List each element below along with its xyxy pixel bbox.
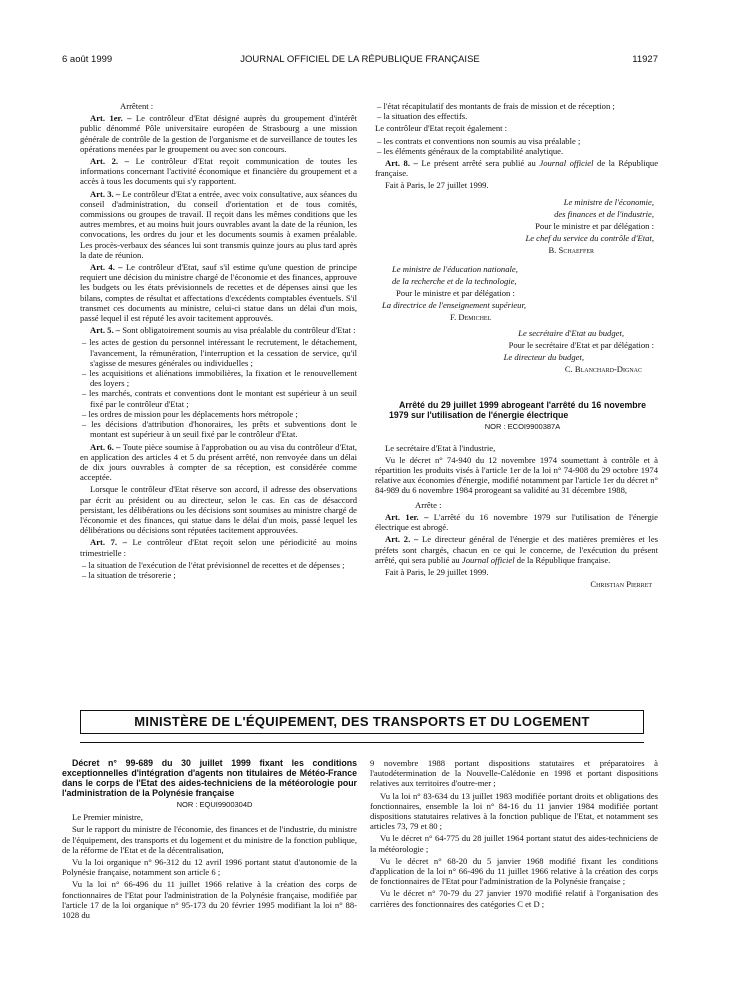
paragraph: Sur le rapport du ministre de l'économie, des finances et de l'industrie, du ministre de l'équipement, des transports et du logement et du ministre de la fonction publique, de la réforme de l'Etat et de la décentralisation, (62, 824, 357, 855)
fait-a-paris: Fait à Paris, le 27 juillet 1999. (385, 180, 489, 191)
article-1: Art. 1er. – Le contrôleur d'Etat désigné auprès du groupement d'intérêt public dénommé Pôle universitaire européen de Strasbourg a une mission générale de contrôle de la gestion de l'organisme et de surveillance de toutes les opérations menées par le groupement ou avec son concours. (80, 113, 357, 154)
decree-title: Arrêté du 29 juillet 1999 abrogeant l'arrêté du 16 novembre 1979 sur l'utilisation de l'énergie électrique (389, 400, 646, 421)
list-item: – les ordres de mission pour les déplacements hors métropole ; (80, 409, 357, 419)
list-item: – les acquisitions et aliénations immobilières, la fixation et le renouvellement des loyers ; (80, 368, 357, 388)
nor-code: NOR : EQUI9900304D (176, 800, 253, 809)
list-item: – la situation de l'exécution de l'état prévisionnel de recettes et de dépenses ; (80, 560, 357, 570)
signatory-name: C. Blanchard-Dignac (564, 364, 642, 375)
article-3: Art. 3. – Le contrôleur d'Etat a entrée, avec voix consultative, aux séances du conseil d'administration, du conseil d'orientation et de tous comités, commissions ou groupes de travail. Il reçoit dans les mêmes conditions que les autres membres, et au moins huit jours ouvrables avant la date de la réunion, les convocations, les ordres du jour et les documents soumis à examen préalable. Les procès-verbaux des séances lui sont transmis quinze jours au plus tard après la date de réunion. (80, 188, 358, 260)
nor-code: NOR : ECOI9900387A (484, 422, 561, 432)
recoit-text: Le contrôleur d'Etat reçoit également : (375, 123, 508, 134)
signature-block-3: Le secrétaire d'Etat au budget, Pour le secrétaire d'Etat et par délégation : Le directeur du budget, C. Blanchard-Dignac (375, 328, 658, 375)
decret-title: Décret n° 99-689 du 30 juillet 1999 fixant les conditions exceptionnelles d'intégration d'agents non titulaires de Météo-France dans le corps de l'Etat des aides-techniciens de la météorologie pour l'administration de la Polynésie française (62, 758, 357, 798)
list-item: – les marchés, contrats et conventions dont le montant est supérieur à un seuil fixé par le contrôleur d'Etat ; (80, 388, 357, 408)
page-header (62, 54, 658, 68)
list-item: – la situation de trésorerie ; (80, 570, 357, 580)
article-8: Art. 8. – Le présent arrêté sera publié au Journal officiel de la République française. (375, 158, 659, 179)
journal-title: JOURNAL OFFICIEL DE LA RÉPUBLIQUE FRANÇAISE (240, 54, 480, 65)
paragraph: Vu la loi organique n° 96-312 du 12 avril 1996 portant statut d'autonomie de la Polynésie française, notamment son article 6 ; (62, 857, 357, 878)
arretent: Arrêtent : (120, 101, 154, 111)
paragraph: Vu la loi n° 66-496 du 11 juillet 1966 relative à la création des corps de fonctionnaires de l'Etat pour l'administration de la Polynésie française, modifiée par l'article 17 de la loi organique n° 95-173 du 20 février 1995 modifiant la loi n° 88-1028 du (62, 879, 357, 921)
arrete-label: Arrête : (415, 499, 442, 510)
article-5-list (80, 337, 357, 439)
decree-article-1: Art. 1er. – L'arrêté du 16 novembre 1979 sur l'utilisation de l'énergie électrique est abrogé. (375, 511, 658, 533)
secretaire-etat: Le secrétaire d'Etat à l'industrie, (385, 442, 496, 453)
ministry-banner: MINISTÈRE DE L'ÉQUIPEMENT, DES TRANSPORTS ET DU LOGEMENT (80, 710, 644, 734)
signature-block-2: Le ministre de l'éducation nationale, de la recherche et de la technologie, Pour le ministre et par délégation : La directrice de l'enseignement supérieur, F. Demichel (372, 264, 658, 323)
decree-header (375, 400, 658, 432)
signature-block-1: Le ministre de l'économie, des finances et de l'industrie, Pour le ministre et par délégation : Le chef du service du contrôle d'Etat, B. Schaeffer (375, 197, 658, 256)
reception-list (375, 101, 658, 121)
article-6-para2: Lorsque le contrôleur d'Etat réserve son accord, il adresse des observations par écrit au président ou au directeur, selon le cas. En cas de désaccord persistant, les délibérations ou les décisions sont soumises au ministre chargé de l'économie et des finances, qui statue dans le délai d'un mois, passé lequel les délibérations ou décisions sont réputées tacitement approuvées. (80, 484, 357, 536)
paragraph: Vu le décret n° 64-775 du 28 juillet 1964 portant statut des aides-techniciens de la météorologie ; (370, 833, 658, 854)
paragraph: Vu le décret n° 70-79 du 27 janvier 1970 modifié relatif à l'organisation des carrières des fonctionnaires des catégories C et D ; (370, 888, 658, 909)
article-4: Art. 4. – Le contrôleur d'Etat, sauf s'il estime qu'une question de principe requiert une décision du ministre chargé de l'économie et des finances, approuve les budgets ou les états prévisionnels de recettes et de dépenses ainsi que les bilans, comptes de résultat et affectations d'excédents comptables éventuels. S'il transmet ces documents au ministre, celui-ci statue dans un délai d'un mois, passé lequel il est réputé les avoir tacitement approuvés. (80, 262, 357, 324)
fait-a-paris-2: Fait à Paris, le 29 juillet 1999. (385, 566, 489, 577)
decree-article-2: Art. 2. – Le directeur général de l'énergie et des matières premières et les préfets sont chargés, chacun en ce qui le concerne, de l'exécution du présent arrêté, qui sera publié au Journal officiel de la République française. (375, 534, 658, 565)
vu-decret: Vu le décret n° 74-940 du 12 novembre 1974 soumettant à contrôle et à répartition les produits visés à l'article 1er de la loi n° 74-908 du 29 octobre 1974 relative aux économies d'énergie, modifié notamment par l'article 1er du décret n° 84-989 du 6 novembre 1984 prorogeant sa validité au 31 décembre 1988, (375, 454, 658, 496)
recoit-list (375, 136, 658, 156)
section-rule (80, 742, 644, 743)
paragraph: Vu la loi n° 83-634 du 13 juillet 1983 modifiée portant droits et obligations des fonctionnaires, ensemble la loi n° 84-16 du 11 janvier 1984 modifiée portant dispositions statutaires relatives à la fonction publique de l'Etat, et notamment ses articles 73, 79 et 80 ; (370, 790, 658, 832)
article-2: Art. 2. – Le contrôleur d'Etat reçoit communication de toutes les informations concernant l'activité économique et financière du groupement et a accès à tous les documents qui s'y rapportent. (80, 156, 357, 187)
list-item: – les actes de gestion du personnel intéressant le recrutement, le détachement, l'avancement, la rémunération, l'interruption et la cessation de service, qu'il s'agisse de mesures générales ou individuelles ; (80, 337, 357, 368)
paragraph: 9 novembre 1988 portant dispositions statutaires et préparatoires à l'autodétermination de la Nouvelle-Calédonie en 1998 et portant dispositions relatives aux territoires d'outre-mer ; (370, 758, 658, 789)
right-column (375, 101, 658, 591)
bottom-right-column (370, 758, 658, 911)
list-item: – les contrats et conventions non soumis au visa préalable ; (375, 136, 658, 146)
page-number: 11927 (632, 54, 658, 65)
article-7-list (80, 560, 357, 580)
paragraph: Vu le décret n° 68-20 du 5 janvier 1968 modifié fixant les conditions d'application de la loi n° 66-496 du 11 juillet 1966 relative à la création des corps de fonctionnaires de l'Etat pour l'administration de la Polynésie française ; (370, 855, 658, 887)
article-7: Art. 7. – Le contrôleur d'Etat reçoit selon une périodicité au moins trimestrielle : (80, 537, 357, 558)
list-item: – la situation des effectifs. (375, 111, 658, 121)
header-date: 6 août 1999 (62, 54, 113, 65)
list-item: – les éléments généraux de la comptabilité analytique. (375, 146, 658, 156)
article-6: Art. 6. – Toute pièce soumise à l'approbation ou au visa du contrôleur d'Etat, en application des articles 4 et 5 du présent arrêté, non renvoyée dans un délai de dix jours ouvrables à compter de sa réception, est considérée comme acceptée. (80, 441, 358, 483)
signatory-name: F. Demichel (450, 312, 492, 323)
premier-ministre: Le Premier ministre, (72, 812, 143, 823)
list-item: – les décisions d'attribution d'honoraires, les prêts et subventions dont le montant est supérieur à un seuil fixé par le contrôleur d'Etat. (80, 419, 357, 439)
signatory-name: B. Schaeffer (548, 245, 594, 256)
final-signatory: Christian Pierret (590, 579, 652, 590)
article-5: Art. 5. – Sont obligatoirement soumis au visa préalable du contrôleur d'Etat : (90, 325, 356, 336)
left-column (80, 101, 357, 582)
list-item: – l'état récapitulatif des montants de frais de mission et de réception ; (375, 101, 658, 111)
bottom-left-column (62, 758, 357, 922)
